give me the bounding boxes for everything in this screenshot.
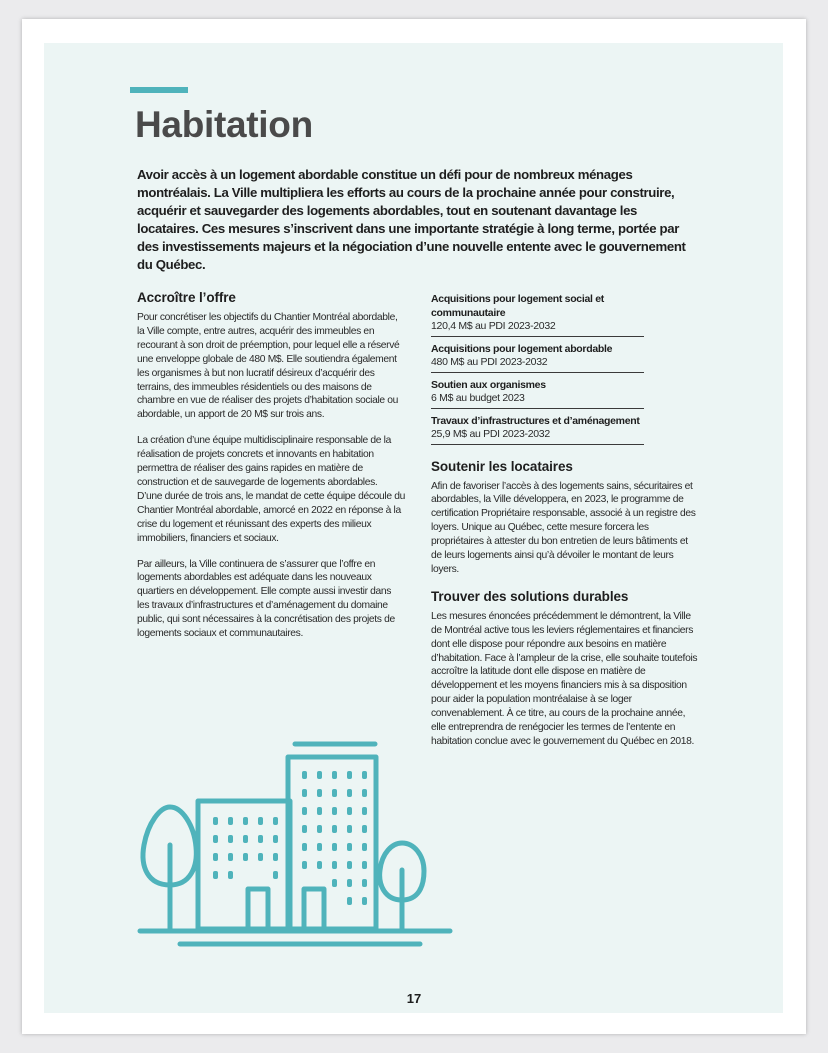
right-column: [431, 293, 699, 761]
heading-soutenir-locataires: Soutenir les locataires: [431, 458, 573, 474]
stat-value: 6 M$ au budget 2023: [431, 392, 525, 404]
title-accent-bar: [130, 87, 188, 93]
stat-item: [431, 415, 644, 445]
heading-solutions-durables: Trouver des solutions durables: [431, 588, 629, 604]
intro-text: Avoir accès à un logement abordable constitue un défi pour de nombreux ménages montréalais. La Ville multipliera les efforts au cours de la prochaine année pour construire, acquérir et sauvegarder des logements abordables, tout en soutenant davantage les locataires. Ces mesures s’inscrivent dans une importante stratégie à long terme, portée par des investissements majeurs et la négociation d’une nouvelle entente avec le gouvernement du Québec.: [137, 167, 686, 272]
stat-label: Acquisitions pour logement abordable: [431, 342, 613, 355]
stat-value: 120,4 M$ au PDI 2023-2032: [431, 320, 556, 332]
paragraph: Afin de favoriser l’accès à des logements sains, sécuritaires et abordables, la Ville développera, en 2023, le programme de certification Propriétaire responsable, associé à un registre des loyers. Unique au Québec, cette mesure forcera les propriétaires à attester du bon entretien de leurs bâtiments et de leurs logements ainsi qu’à dévoiler le montant de leurs loyers.: [431, 480, 696, 575]
buildings-illustration-icon: [130, 735, 460, 950]
stat-label: Soutien aux organismes: [431, 378, 546, 391]
paragraph: La création d’une équipe multidisciplinaire responsable de la réalisation de projets concrets et innovants en habitation permettra de réaliser des gains rapides en matière de construction et de sauvegarde de logements abordables. D’une durée de trois ans, le mandat de cette équipe découle du Chantier Montréal abordable, amorcé en 2022 en réponse à la crise du logement et réunissant des experts des milieux immobiliers, financiers et sociaux.: [137, 435, 405, 544]
stat-item: [431, 379, 644, 409]
stat-item: [431, 293, 644, 337]
page-title: Habitation: [135, 104, 313, 145]
paragraph: Les mesures énoncées précédemment le démontrent, la Ville de Montréal active tous les leviers réglementaires et financiers dont elle dispose pour répondre aux besoins en matière d’habitation. Face à l’ampleur de la crise, elle souhaite toutefois accroître la latitude dont elle dispose en matière de développement et les moyens financiers mis à sa disposition pour aider la population montréalaise à se loger convenablement. À ce titre, au cours de la prochaine année, elle entreprendra de renégocier les termes de l’entente en habitation conclue avec le gouvernement du Québec en 2018.: [431, 610, 698, 747]
intro-paragraph: [137, 166, 697, 274]
paragraph: Pour concrétiser les objectifs du Chantier Montréal abordable, la Ville compte, entre autres, acquérir des immeubles en recourant à son droit de préemption, pour lequel elle a réservé une enveloppe globale de 480 M$. Elle soutiendra également les organismes à but non lucratif désireux d’acquérir des terrains, des immeubles résidentiels ou des maisons de chambre en vue de réaliser des projets d’habitation sociale ou abordable, un apport de 20 M$ sur trois ans.: [137, 312, 400, 421]
stat-label: Acquisitions pour logement social et communautaire: [431, 293, 604, 319]
stat-value: 25,9 M$ au PDI 2023-2032: [431, 428, 550, 440]
page-number: 17: [406, 991, 422, 1006]
heading-accroitre-offre: Accroître l’offre: [137, 290, 236, 305]
stat-label: Travaux d’infrastructures et d’aménagement: [431, 414, 640, 427]
left-column: [137, 290, 405, 653]
stat-value: 480 M$ au PDI 2023-2032: [431, 356, 548, 368]
budget-stats: [431, 293, 699, 445]
paragraph: Par ailleurs, la Ville continuera de s’assurer que l’offre en logements abordables est adéquate dans les nouveaux quartiers en développement. Elle compte aussi investir dans les travaux d’infrastructures et d’aménagement du domaine public, qui sont nécessaires à la concrétisation des projets de logements sociaux et communautaires.: [137, 558, 395, 640]
stat-item: [431, 343, 644, 373]
